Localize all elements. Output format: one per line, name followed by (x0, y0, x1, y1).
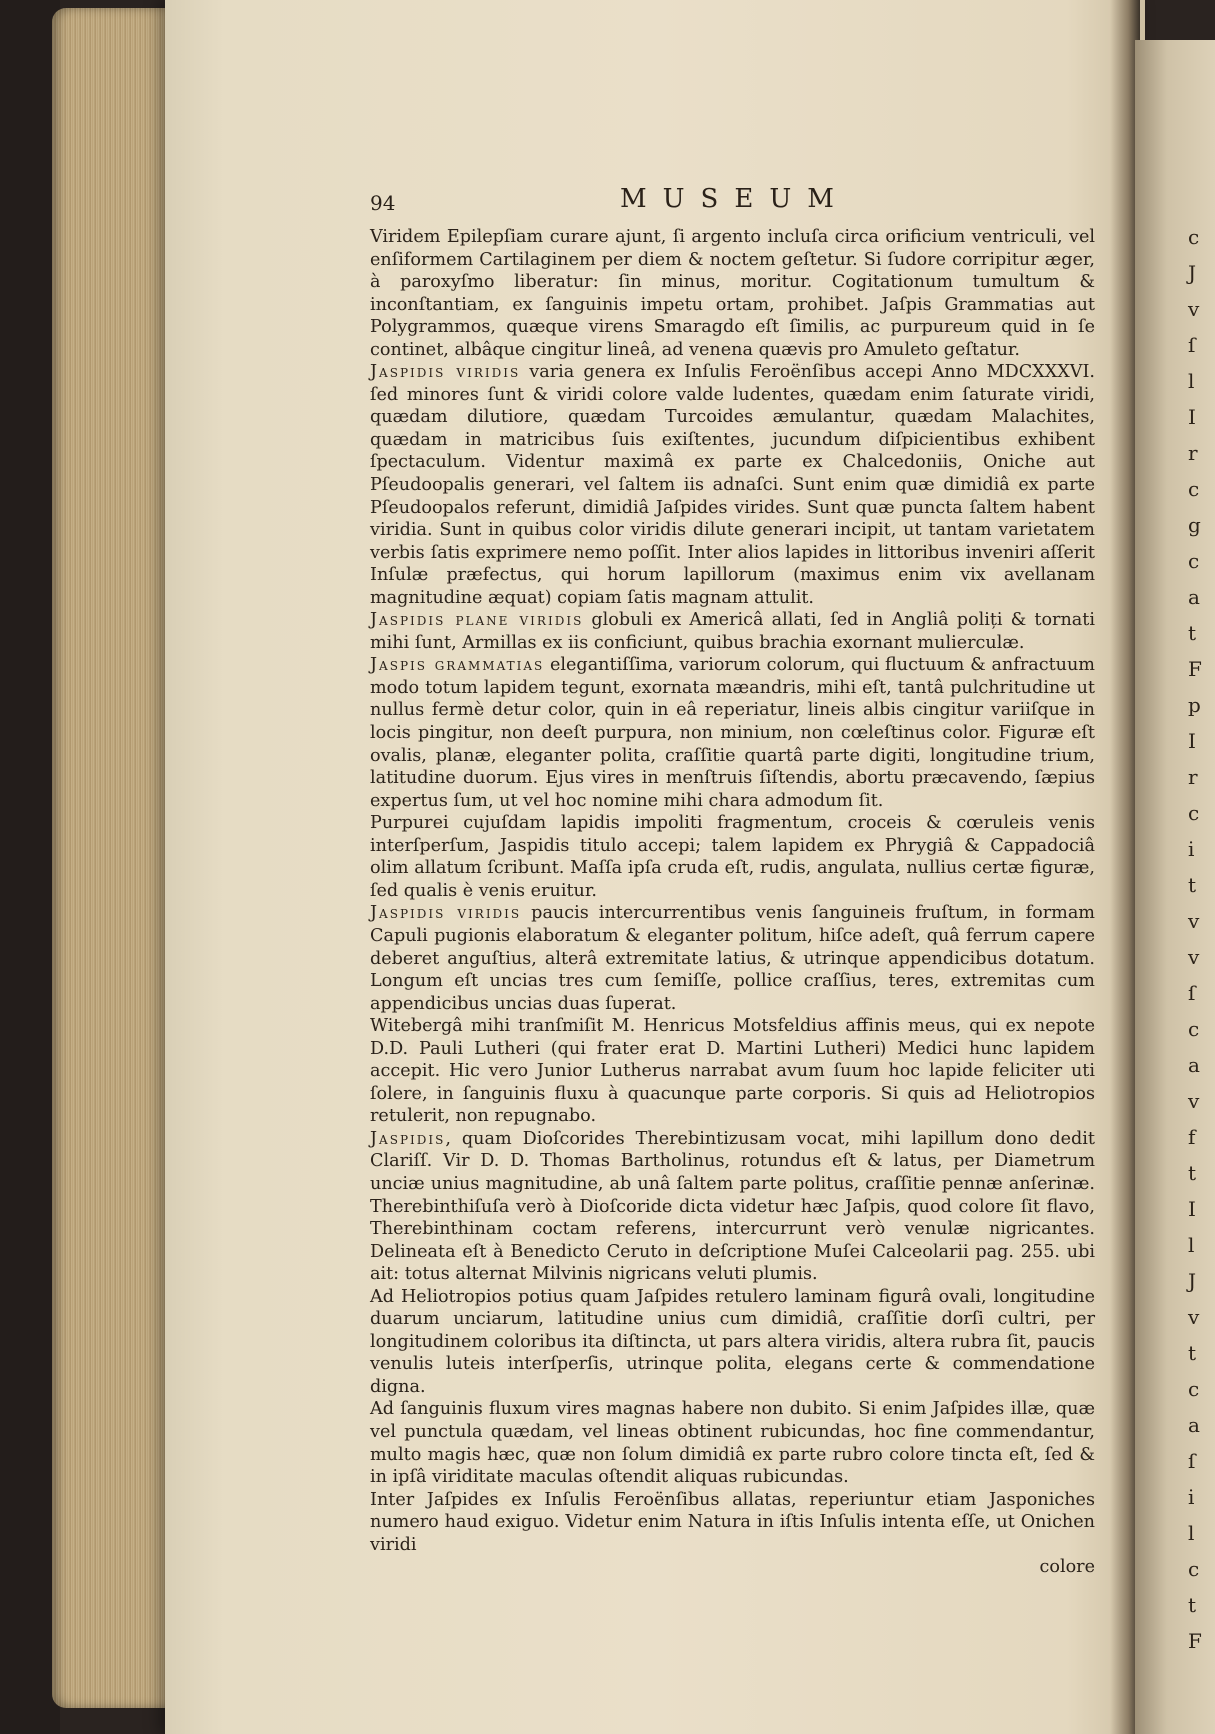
facing-page-letter: F (1188, 657, 1202, 681)
paragraph (370, 1398, 1095, 1488)
paragraph-text: paucis intercurrentibus venis ſanguineis fruſtum, in formam Capuli pugionis elaboratum & eleganter politum, hiſce adeſt, quâ ferrum capere deberet anguſtius, alterâ extremitate latius, & utrinque appendicibus dotatum. Longum eſt uncias tres cum ſemiſſe, pollice craſſius, teres, extremitas cum appendicibus uncias duas ſuperat. (370, 903, 1095, 1014)
facing-page-letter: i (1188, 1485, 1195, 1509)
facing-page-letter: g (1188, 513, 1201, 537)
paragraph-lead-caps: Jaspidis viridis (370, 903, 522, 924)
facing-page-letter: l (1188, 1521, 1195, 1545)
paragraph-text: Purpurei cujuſdam lapidis impoliti fragmentum, croceis & cœruleis venis interſperſum, Jaspidis titulo accepi; talem lapidem ex Phrygiâ & Cappadociâ olim allatum ſcribunt. Maſſa ipſa cruda eſt, rudis, angulata, nullius certæ figuræ, ſed qualis è venis eruitur. (370, 813, 1095, 901)
facing-page-letter: c (1188, 1557, 1200, 1581)
facing-page-letter: t (1188, 1593, 1197, 1617)
facing-page-letter: f (1188, 1125, 1196, 1149)
facing-page-letter: F (1188, 1629, 1202, 1653)
facing-page-letter: l (1188, 369, 1195, 393)
running-head: MUSEUM (620, 184, 850, 214)
facing-page-letter: I (1188, 729, 1196, 753)
paragraph (370, 609, 1095, 654)
facing-page-letter: v (1188, 909, 1200, 933)
paragraph-lead-caps: Jaspidis (370, 1128, 446, 1149)
facing-page-letter: I (1188, 405, 1196, 429)
paragraph-lead-caps: Jaspidis plane viridis (370, 610, 584, 631)
paragraph-text: Ad Heliotropios potius quam Jaſpides retulero laminam figurâ ovali, longitudine duarum unciarum, latitudine unius cum dimidiâ, craſſitie dorſi cultri, per longitudinem coloribus ita diſtincta, ut pars altera viridis, altera rubra ſit, paucis venulis luteis interſperſis, utrinque polita, elegans certe & commendatione digna. (370, 1286, 1095, 1397)
facing-page-letter: v (1188, 1089, 1200, 1113)
paragraph (370, 654, 1095, 812)
paragraph-text: varia genera ex Inſulis Feroënſibus accepi Anno MDCXXXVI. ſed minores ſunt & viridi colore valde ludentes, quædam enim ſaturate viridi, quædam dilutiore, quædam Turcoides æmulantur, quædam Malachites, quædam in matricibus ſuis exiſtentes, jucundum diſpicientibus exhibent ſpectaculum. Videntur maximâ ex parte ex Chalcedoniis, Oniche aut Pſeudoopalis generari, vel ſaltem iis adnaſci. Sunt enim quæ dimidiâ ex parte Pſeudoopalos referunt, dimidiâ Jaſpides virides. Sunt quæ puncta ſaltem habent viridia. Sunt in quibus color viridis dilute generari incipit, ut tantam varietatem verbis ſatis exprimere nemo poſſit. Inter alios lapides in littoribus inveniri aſſerit Inſulæ præfectus, qui horum lapillorum (maximus enim vix avellanam magnitudine æquat) copiam ſatis magnam attulit. (370, 362, 1095, 608)
paragraph-text: Inter Jaſpides ex Inſulis Feroënſibus allatas, reperiuntur etiam Jasponiches numero haud exiguo. Videtur enim Natura in iſtis Inſulis intenta eſſe, ut Onichen viridi (370, 1489, 1095, 1555)
facing-page-letter: a (1188, 1413, 1200, 1437)
paragraph-list (370, 226, 1095, 1556)
facing-page-letter: l (1188, 1233, 1195, 1257)
facing-page-letter: c (1188, 477, 1200, 501)
page-header (370, 184, 1095, 226)
catchword: colore (1039, 1557, 1095, 1578)
facing-page-letter: v (1188, 1305, 1200, 1329)
paragraph (370, 1015, 1095, 1128)
paragraph-text: globuli ex Americâ allati, ſed in Angliâ poliți & tornati mihi ſunt, Armillas ex iis conficiunt, quibus brachia exornant mulierculæ. (370, 610, 1095, 653)
paragraph (370, 1489, 1095, 1557)
paragraph (370, 1286, 1095, 1399)
facing-page-letter: t (1188, 1341, 1197, 1365)
facing-page-letters (1188, 0, 1208, 1734)
facing-page-letter: J (1188, 1269, 1197, 1293)
paragraph-text: elegantiſſima, variorum colorum, qui fluctuum & anfractuum modo totum lapidem tegunt, exornata mæandris, mihi eſt, tantâ pulchritudine ut nullus fermè detur color, quin in eâ reperiatur, lineis albis cingitur variiſque in locis pingitur, non deeſt purpura, non minium, non cœleſtinus color. Figuræ eſt ovalis, planæ, eleganter polita, craſſitie quartâ parte digiti, longitudine trium, latitudine duorum. Ejus vires in menſtruis ſiſtendis, abortu præcavendo, ſæpius expertus ſum, ut vel hoc nomine mihi chara admodum ſit. (370, 655, 1095, 811)
facing-page-letter: ſ (1188, 333, 1196, 357)
page-text-block (370, 184, 1095, 1579)
paragraph-lead-caps: Jaspis grammatias (370, 655, 545, 676)
paragraph-lead-caps: Jaspidis viridis (370, 362, 521, 383)
facing-page-letter: c (1188, 1377, 1200, 1401)
facing-page-letter: J (1188, 261, 1197, 285)
paragraph (370, 902, 1095, 1015)
facing-page-letter: t (1188, 1161, 1197, 1185)
facing-page-letter: c (1188, 549, 1200, 573)
facing-page-letter: t (1188, 621, 1197, 645)
facing-page-letter: t (1188, 873, 1197, 897)
facing-page-letter: c (1188, 801, 1200, 825)
facing-page-letter: v (1188, 297, 1200, 321)
facing-page-letter: ſ (1188, 981, 1196, 1005)
facing-page-letter: i (1188, 837, 1195, 861)
facing-page-letter: r (1188, 441, 1198, 465)
paragraph (370, 1128, 1095, 1286)
facing-page-letter: c (1188, 1017, 1200, 1041)
paragraph-text: Ad ſanguinis fluxum vires magnas habere non dubito. Si enim Jaſpides illæ, quæ vel punctula quædam, vel lineas obtinent rubicundas, hoc fine commendantur, multo magis hæc, quæ non ſolum dimidiâ ex parte rubro colore tincta eſt, ſed & in ipſâ viriditate maculas oſtendit aliquas rubicundas. (370, 1399, 1095, 1488)
facing-page-letter: r (1188, 765, 1198, 789)
background-left (0, 0, 60, 1734)
facing-page-letter: ſ (1188, 1449, 1196, 1473)
facing-page-letter: c (1188, 225, 1200, 249)
facing-page-letter: a (1188, 585, 1200, 609)
facing-page-letter: p (1188, 693, 1201, 717)
paragraph (370, 226, 1095, 361)
paragraph (370, 361, 1095, 609)
facing-page-letter: a (1188, 1053, 1200, 1077)
paragraph-text: Viridem Epilepſiam curare ajunt, ſi argento incluſa circa orificium ventriculi, vel enſiformem Cartilaginem per diem & noctem geſtetur. Si ſudore corripitur æger, à paroxyſmo liberatur: ſin minus, moritur. Cogitationum tumultum & inconſtantiam, ex ſanguinis impetu ortam, prohibet. Jaſpis Grammatias aut Polygrammos, quæque virens Smaragdo eſt ſimilis, ac purpureum quid in ſe continet, albâque cingitur lineâ, ad venena quævis pro Amuleto geſtatur. (370, 227, 1095, 360)
paragraph-text: Witebergâ mihi tranſmiſit M. Henricus Motsfeldius affinis meus, qui ex nepote D.D. Pauli Lutheri (qui frater erat D. Martini Lutheri) Medici hunc lapidem accepit. Hic vero Junior Lutherus narrabat avum ſuum hoc lapide feliciter uti ſolere, in ſanguinis fluxu à quacunque parte corporis. Si quis ad Heliotropios retulerit, non repugnabo. (370, 1016, 1095, 1127)
paragraph-text: , quam Dioſcorides Therebintizusam vocat, mihi lapillum dono dedit Clariſſ. Vir D. D. Thomas Bartholinus, rotundus eſt & latus, per Diametrum unciæ unius magnitudine, ab unâ ſaltem parte politus, craſſitie pennæ anſerinæ. Therebinthiſuſa verò à Dioſcoride dicta videtur hæc Jaſpis, quod colore ſit flavo, Therebinthinam coctam referens, intercurrunt verò venulæ nigricantes. Delineata eſt à Benedicto Ceruto in deſcriptione Muſei Calceolarii pag. 255. ubi ait: totus alternat Milvinis nigricans veluti plumis. (370, 1128, 1095, 1285)
facing-page-letter: I (1188, 1197, 1196, 1221)
facing-page-letter: v (1188, 945, 1200, 969)
paragraph (370, 812, 1095, 902)
page-number: 94 (370, 191, 396, 215)
